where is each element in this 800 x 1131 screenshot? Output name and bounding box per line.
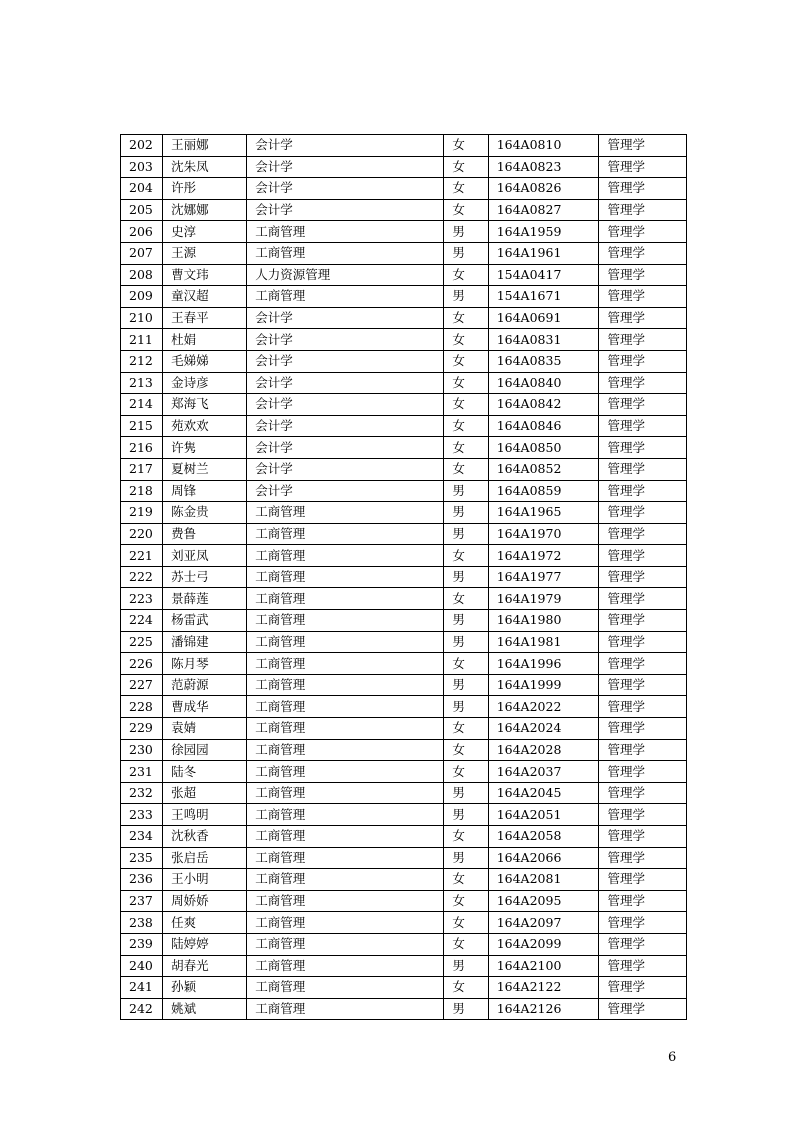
student-id-cell: 164A0823: [488, 156, 599, 178]
row-number-cell: 217: [121, 458, 163, 480]
row-number-cell: 221: [121, 545, 163, 567]
table-row: [121, 610, 687, 632]
table-row: [121, 998, 687, 1020]
college-cell: 管理学: [599, 674, 687, 696]
gender-cell: 女: [444, 912, 488, 934]
major-cell: 会计学: [247, 135, 444, 157]
gender-cell: 女: [444, 329, 488, 351]
row-number-cell: 239: [121, 933, 163, 955]
table-row: [121, 739, 687, 761]
table-row: [121, 566, 687, 588]
student-name-cell: 周锋: [163, 480, 247, 502]
college-cell: 管理学: [599, 847, 687, 869]
student-name-cell: 曹文玮: [163, 264, 247, 286]
gender-cell: 男: [444, 523, 488, 545]
student-id-cell: 164A2122: [488, 977, 599, 999]
student-id-cell: 164A0859: [488, 480, 599, 502]
student-name-cell: 王源: [163, 242, 247, 264]
college-cell: 管理学: [599, 761, 687, 783]
student-name-cell: 陈金贵: [163, 502, 247, 524]
major-cell: 会计学: [247, 329, 444, 351]
gender-cell: 女: [444, 199, 488, 221]
row-number-cell: 241: [121, 977, 163, 999]
student-name-cell: 苏士弓: [163, 566, 247, 588]
row-number-cell: 229: [121, 718, 163, 740]
table-row: [121, 480, 687, 502]
student-id-cell: 164A0691: [488, 307, 599, 329]
student-name-cell: 许彤: [163, 178, 247, 200]
student-name-cell: 王春平: [163, 307, 247, 329]
student-id-cell: 164A2099: [488, 933, 599, 955]
table-row: [121, 329, 687, 351]
row-number-cell: 219: [121, 502, 163, 524]
table-row: [121, 307, 687, 329]
table-row: [121, 242, 687, 264]
row-number-cell: 215: [121, 415, 163, 437]
student-name-cell: 童汉超: [163, 286, 247, 308]
college-cell: 管理学: [599, 566, 687, 588]
student-id-cell: 164A1979: [488, 588, 599, 610]
major-cell: 工商管理: [247, 221, 444, 243]
gender-cell: 女: [444, 588, 488, 610]
major-cell: 工商管理: [247, 674, 444, 696]
student-id-cell: 164A1972: [488, 545, 599, 567]
major-cell: 工商管理: [247, 566, 444, 588]
student-name-cell: 张超: [163, 782, 247, 804]
student-name-cell: 许隽: [163, 437, 247, 459]
major-cell: 工商管理: [247, 804, 444, 826]
gender-cell: 女: [444, 890, 488, 912]
major-cell: 工商管理: [247, 890, 444, 912]
row-number-cell: 242: [121, 998, 163, 1020]
student-id-cell: 164A1999: [488, 674, 599, 696]
college-cell: 管理学: [599, 545, 687, 567]
student-name-cell: 范蔚源: [163, 674, 247, 696]
row-number-cell: 211: [121, 329, 163, 351]
table-row: [121, 372, 687, 394]
gender-cell: 女: [444, 826, 488, 848]
college-cell: 管理学: [599, 415, 687, 437]
row-number-cell: 236: [121, 869, 163, 891]
gender-cell: 女: [444, 761, 488, 783]
student-name-cell: 任爽: [163, 912, 247, 934]
student-name-cell: 陈月琴: [163, 653, 247, 675]
table-row: [121, 804, 687, 826]
student-id-cell: 164A2097: [488, 912, 599, 934]
college-cell: 管理学: [599, 998, 687, 1020]
student-id-cell: 164A0831: [488, 329, 599, 351]
student-name-cell: 刘亚凤: [163, 545, 247, 567]
student-name-cell: 杨雷武: [163, 610, 247, 632]
row-number-cell: 204: [121, 178, 163, 200]
gender-cell: 女: [444, 437, 488, 459]
student-name-cell: 沈秋香: [163, 826, 247, 848]
table-row: [121, 156, 687, 178]
table-row: [121, 847, 687, 869]
student-name-cell: 郑海飞: [163, 394, 247, 416]
table-row: [121, 286, 687, 308]
gender-cell: 男: [444, 782, 488, 804]
row-number-cell: 230: [121, 739, 163, 761]
college-cell: 管理学: [599, 933, 687, 955]
college-cell: 管理学: [599, 696, 687, 718]
student-id-cell: 164A0852: [488, 458, 599, 480]
row-number-cell: 235: [121, 847, 163, 869]
row-number-cell: 222: [121, 566, 163, 588]
gender-cell: 男: [444, 610, 488, 632]
gender-cell: 女: [444, 977, 488, 999]
row-number-cell: 237: [121, 890, 163, 912]
row-number-cell: 233: [121, 804, 163, 826]
major-cell: 工商管理: [247, 588, 444, 610]
major-cell: 工商管理: [247, 977, 444, 999]
student-id-cell: 164A1961: [488, 242, 599, 264]
major-cell: 工商管理: [247, 653, 444, 675]
gender-cell: 女: [444, 350, 488, 372]
college-cell: 管理学: [599, 135, 687, 157]
student-id-cell: 154A1671: [488, 286, 599, 308]
student-name-cell: 曹成华: [163, 696, 247, 718]
major-cell: 工商管理: [247, 869, 444, 891]
student-name-cell: 王小明: [163, 869, 247, 891]
gender-cell: 男: [444, 631, 488, 653]
table-row: [121, 437, 687, 459]
gender-cell: 男: [444, 221, 488, 243]
college-cell: 管理学: [599, 307, 687, 329]
table-row: [121, 955, 687, 977]
student-name-cell: 史淳: [163, 221, 247, 243]
student-id-cell: 164A1965: [488, 502, 599, 524]
major-cell: 会计学: [247, 437, 444, 459]
college-cell: 管理学: [599, 329, 687, 351]
student-name-cell: 周娇娇: [163, 890, 247, 912]
college-cell: 管理学: [599, 610, 687, 632]
major-cell: 会计学: [247, 415, 444, 437]
student-roster-table: [120, 134, 687, 1020]
major-cell: 工商管理: [247, 998, 444, 1020]
student-name-cell: 金诗彦: [163, 372, 247, 394]
student-id-cell: 164A1980: [488, 610, 599, 632]
major-cell: 会计学: [247, 372, 444, 394]
row-number-cell: 202: [121, 135, 163, 157]
roster-body: [121, 135, 687, 1020]
student-name-cell: 毛娣娣: [163, 350, 247, 372]
table-row: [121, 826, 687, 848]
student-id-cell: 164A2126: [488, 998, 599, 1020]
college-cell: 管理学: [599, 372, 687, 394]
table-row: [121, 674, 687, 696]
row-number-cell: 210: [121, 307, 163, 329]
major-cell: 工商管理: [247, 545, 444, 567]
college-cell: 管理学: [599, 631, 687, 653]
major-cell: 工商管理: [247, 955, 444, 977]
gender-cell: 女: [444, 372, 488, 394]
student-name-cell: 孙颖: [163, 977, 247, 999]
student-id-cell: 164A2095: [488, 890, 599, 912]
college-cell: 管理学: [599, 718, 687, 740]
student-id-cell: 164A2024: [488, 718, 599, 740]
gender-cell: 男: [444, 286, 488, 308]
major-cell: 工商管理: [247, 933, 444, 955]
college-cell: 管理学: [599, 653, 687, 675]
student-id-cell: 164A2081: [488, 869, 599, 891]
gender-cell: 男: [444, 847, 488, 869]
major-cell: 工商管理: [247, 761, 444, 783]
table-row: [121, 761, 687, 783]
college-cell: 管理学: [599, 394, 687, 416]
table-row: [121, 221, 687, 243]
college-cell: 管理学: [599, 912, 687, 934]
gender-cell: 女: [444, 458, 488, 480]
major-cell: 工商管理: [247, 739, 444, 761]
table-row: [121, 653, 687, 675]
row-number-cell: 234: [121, 826, 163, 848]
row-number-cell: 207: [121, 242, 163, 264]
row-number-cell: 220: [121, 523, 163, 545]
gender-cell: 男: [444, 480, 488, 502]
college-cell: 管理学: [599, 588, 687, 610]
gender-cell: 男: [444, 955, 488, 977]
table-row: [121, 933, 687, 955]
gender-cell: 男: [444, 696, 488, 718]
table-row: [121, 199, 687, 221]
gender-cell: 男: [444, 998, 488, 1020]
major-cell: 工商管理: [247, 631, 444, 653]
gender-cell: 女: [444, 307, 488, 329]
table-row: [121, 350, 687, 372]
row-number-cell: 203: [121, 156, 163, 178]
student-id-cell: 164A0826: [488, 178, 599, 200]
major-cell: 会计学: [247, 178, 444, 200]
row-number-cell: 226: [121, 653, 163, 675]
row-number-cell: 218: [121, 480, 163, 502]
row-number-cell: 214: [121, 394, 163, 416]
college-cell: 管理学: [599, 221, 687, 243]
major-cell: 工商管理: [247, 502, 444, 524]
student-name-cell: 景薛莲: [163, 588, 247, 610]
student-name-cell: 徐园园: [163, 739, 247, 761]
table-row: [121, 523, 687, 545]
major-cell: 工商管理: [247, 286, 444, 308]
student-id-cell: 164A1996: [488, 653, 599, 675]
college-cell: 管理学: [599, 437, 687, 459]
student-id-cell: 164A0846: [488, 415, 599, 437]
student-id-cell: 164A0842: [488, 394, 599, 416]
table-row: [121, 502, 687, 524]
gender-cell: 女: [444, 156, 488, 178]
row-number-cell: 223: [121, 588, 163, 610]
major-cell: 工商管理: [247, 912, 444, 934]
table-row: [121, 458, 687, 480]
student-name-cell: 潘锦建: [163, 631, 247, 653]
row-number-cell: 240: [121, 955, 163, 977]
page-number: 6: [668, 1050, 677, 1065]
gender-cell: 女: [444, 545, 488, 567]
major-cell: 工商管理: [247, 847, 444, 869]
major-cell: 工商管理: [247, 782, 444, 804]
table-row: [121, 912, 687, 934]
student-id-cell: 164A1981: [488, 631, 599, 653]
student-id-cell: 164A1959: [488, 221, 599, 243]
major-cell: 会计学: [247, 307, 444, 329]
student-name-cell: 夏树兰: [163, 458, 247, 480]
college-cell: 管理学: [599, 458, 687, 480]
table-row: [121, 890, 687, 912]
gender-cell: 女: [444, 264, 488, 286]
gender-cell: 男: [444, 242, 488, 264]
gender-cell: 男: [444, 804, 488, 826]
student-name-cell: 张启岳: [163, 847, 247, 869]
row-number-cell: 228: [121, 696, 163, 718]
college-cell: 管理学: [599, 782, 687, 804]
student-id-cell: 164A2066: [488, 847, 599, 869]
gender-cell: 女: [444, 135, 488, 157]
student-id-cell: 164A0810: [488, 135, 599, 157]
major-cell: 工商管理: [247, 523, 444, 545]
student-name-cell: 苑欢欢: [163, 415, 247, 437]
major-cell: 会计学: [247, 199, 444, 221]
student-id-cell: 164A2100: [488, 955, 599, 977]
gender-cell: 女: [444, 869, 488, 891]
major-cell: 工商管理: [247, 610, 444, 632]
table-row: [121, 631, 687, 653]
college-cell: 管理学: [599, 869, 687, 891]
row-number-cell: 225: [121, 631, 163, 653]
student-id-cell: 164A2037: [488, 761, 599, 783]
major-cell: 工商管理: [247, 242, 444, 264]
student-id-cell: 164A0835: [488, 350, 599, 372]
student-id-cell: 164A1977: [488, 566, 599, 588]
major-cell: 工商管理: [247, 826, 444, 848]
college-cell: 管理学: [599, 178, 687, 200]
row-number-cell: 206: [121, 221, 163, 243]
college-cell: 管理学: [599, 264, 687, 286]
gender-cell: 男: [444, 674, 488, 696]
row-number-cell: 232: [121, 782, 163, 804]
table-row: [121, 696, 687, 718]
student-name-cell: 杜娟: [163, 329, 247, 351]
gender-cell: 女: [444, 933, 488, 955]
college-cell: 管理学: [599, 480, 687, 502]
table-row: [121, 394, 687, 416]
table-row: [121, 135, 687, 157]
major-cell: 工商管理: [247, 696, 444, 718]
gender-cell: 女: [444, 178, 488, 200]
student-id-cell: 164A0840: [488, 372, 599, 394]
student-id-cell: 164A2058: [488, 826, 599, 848]
major-cell: 人力资源管理: [247, 264, 444, 286]
row-number-cell: 238: [121, 912, 163, 934]
student-id-cell: 154A0417: [488, 264, 599, 286]
student-name-cell: 王鸣明: [163, 804, 247, 826]
student-name-cell: 沈娜娜: [163, 199, 247, 221]
row-number-cell: 227: [121, 674, 163, 696]
row-number-cell: 216: [121, 437, 163, 459]
student-id-cell: 164A2028: [488, 739, 599, 761]
student-name-cell: 陆冬: [163, 761, 247, 783]
college-cell: 管理学: [599, 350, 687, 372]
college-cell: 管理学: [599, 977, 687, 999]
college-cell: 管理学: [599, 502, 687, 524]
student-id-cell: 164A2022: [488, 696, 599, 718]
table-row: [121, 415, 687, 437]
student-id-cell: 164A2051: [488, 804, 599, 826]
table-row: [121, 977, 687, 999]
college-cell: 管理学: [599, 890, 687, 912]
student-id-cell: 164A1970: [488, 523, 599, 545]
student-name-cell: 袁婧: [163, 718, 247, 740]
college-cell: 管理学: [599, 826, 687, 848]
table-row: [121, 178, 687, 200]
college-cell: 管理学: [599, 286, 687, 308]
college-cell: 管理学: [599, 523, 687, 545]
gender-cell: 女: [444, 739, 488, 761]
row-number-cell: 213: [121, 372, 163, 394]
student-name-cell: 姚斌: [163, 998, 247, 1020]
row-number-cell: 212: [121, 350, 163, 372]
college-cell: 管理学: [599, 804, 687, 826]
student-name-cell: 费鲁: [163, 523, 247, 545]
gender-cell: 男: [444, 502, 488, 524]
student-id-cell: 164A0850: [488, 437, 599, 459]
major-cell: 会计学: [247, 156, 444, 178]
college-cell: 管理学: [599, 955, 687, 977]
gender-cell: 女: [444, 394, 488, 416]
row-number-cell: 209: [121, 286, 163, 308]
row-number-cell: 224: [121, 610, 163, 632]
student-name-cell: 沈朱凤: [163, 156, 247, 178]
student-name-cell: 王丽娜: [163, 135, 247, 157]
college-cell: 管理学: [599, 242, 687, 264]
college-cell: 管理学: [599, 199, 687, 221]
student-id-cell: 164A0827: [488, 199, 599, 221]
student-name-cell: 胡春光: [163, 955, 247, 977]
major-cell: 会计学: [247, 350, 444, 372]
table-row: [121, 545, 687, 567]
gender-cell: 女: [444, 415, 488, 437]
college-cell: 管理学: [599, 156, 687, 178]
row-number-cell: 205: [121, 199, 163, 221]
table-row: [121, 782, 687, 804]
student-id-cell: 164A2045: [488, 782, 599, 804]
table-row: [121, 718, 687, 740]
major-cell: 会计学: [247, 394, 444, 416]
row-number-cell: 231: [121, 761, 163, 783]
gender-cell: 女: [444, 653, 488, 675]
table-row: [121, 264, 687, 286]
college-cell: 管理学: [599, 739, 687, 761]
gender-cell: 女: [444, 718, 488, 740]
gender-cell: 男: [444, 566, 488, 588]
student-name-cell: 陆婷婷: [163, 933, 247, 955]
major-cell: 工商管理: [247, 718, 444, 740]
major-cell: 会计学: [247, 480, 444, 502]
major-cell: 会计学: [247, 458, 444, 480]
row-number-cell: 208: [121, 264, 163, 286]
table-row: [121, 588, 687, 610]
table-row: [121, 869, 687, 891]
